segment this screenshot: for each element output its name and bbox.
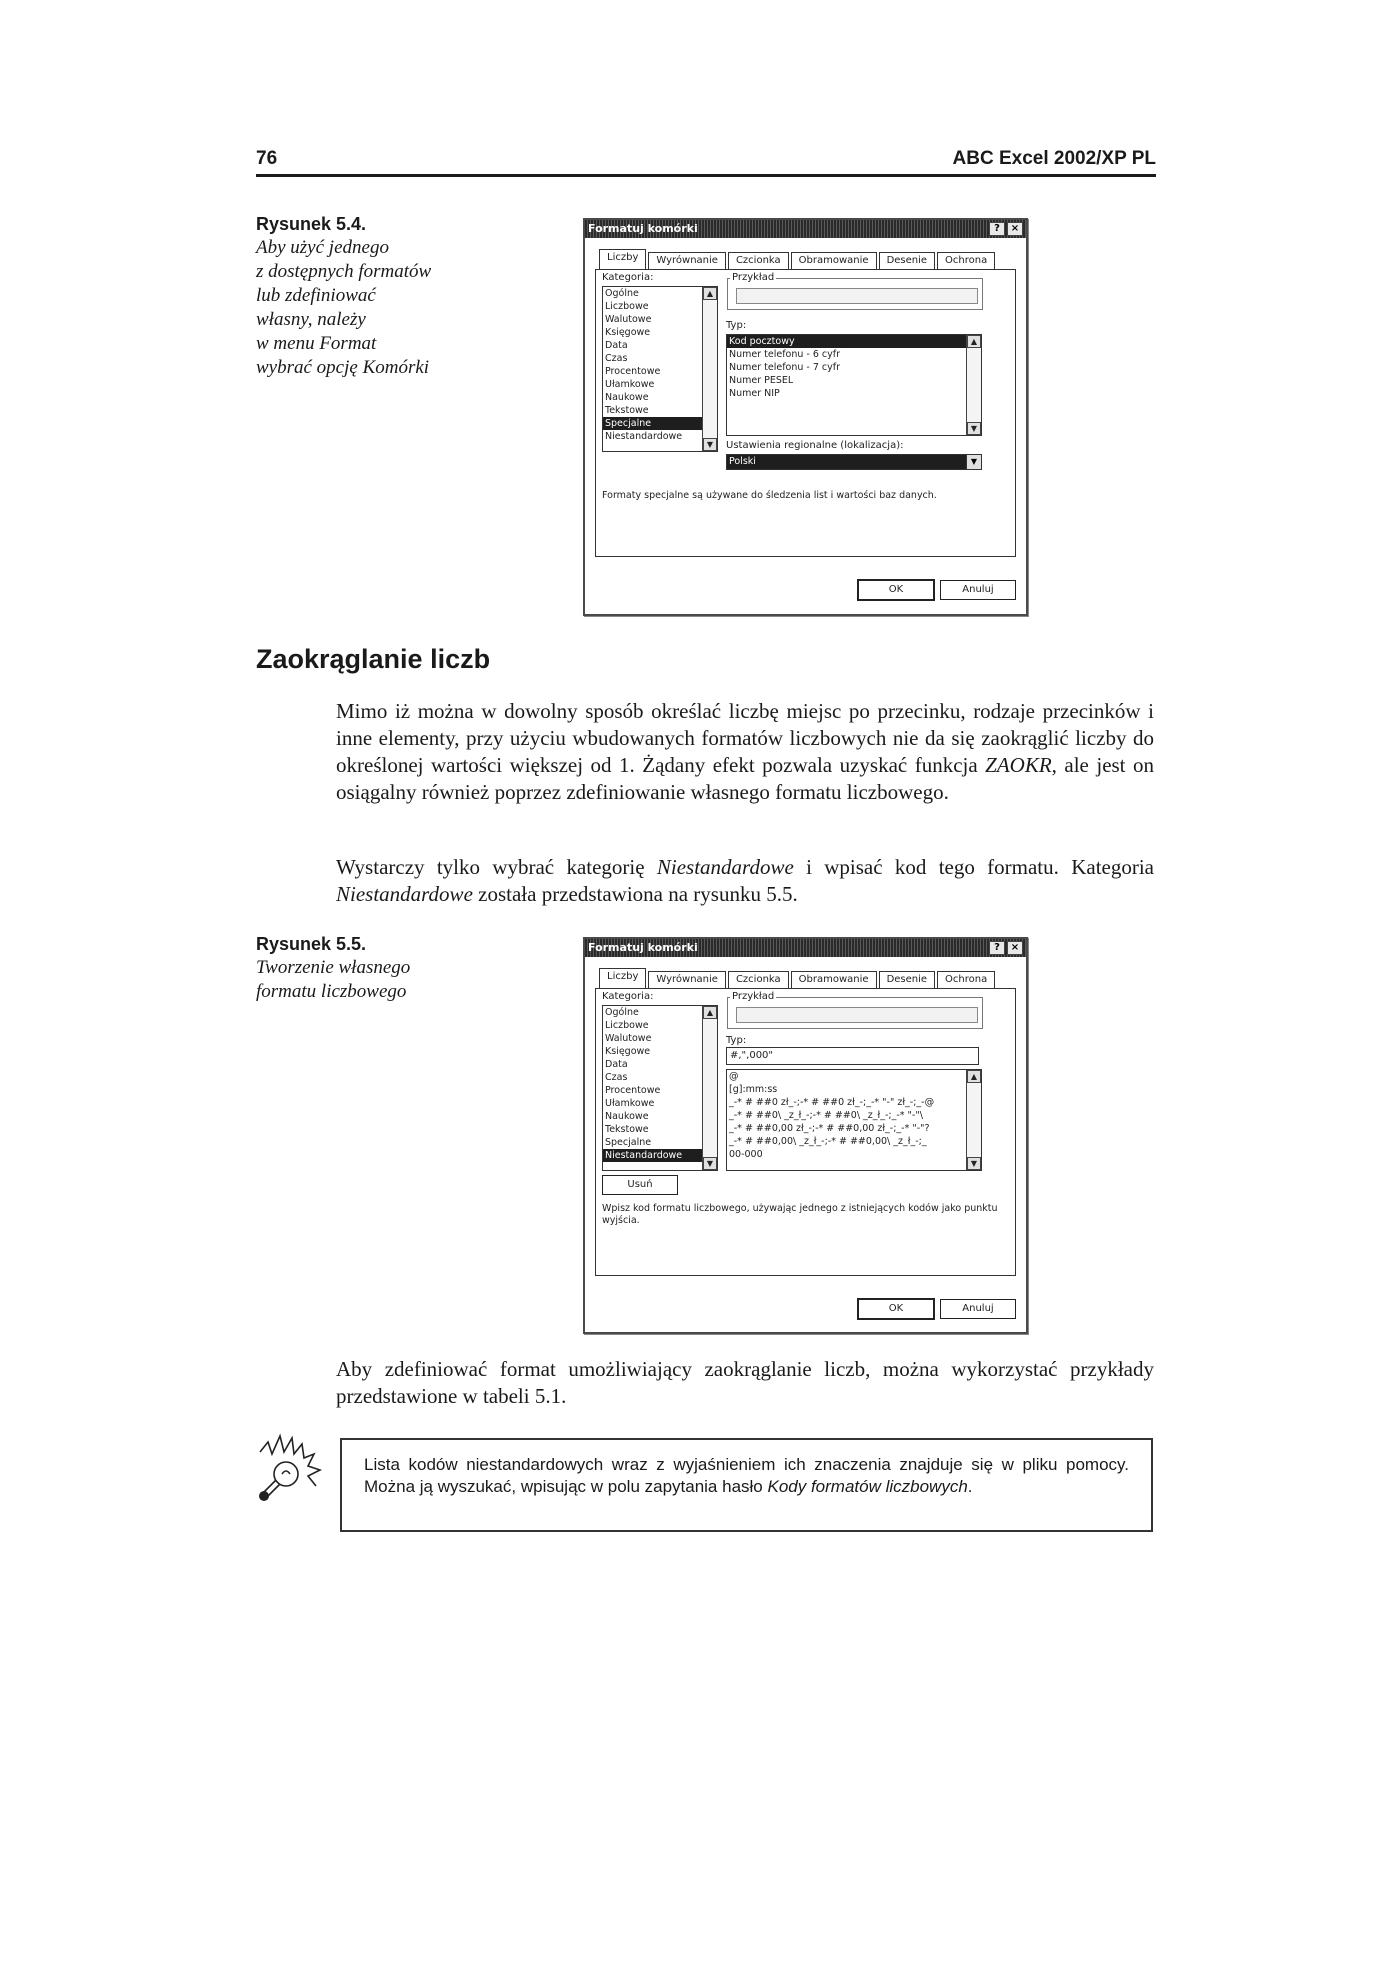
caption-line: Tworzenie własnego xyxy=(256,957,411,978)
format-cells-dialog xyxy=(583,218,1028,616)
tab-liczby[interactable]: Liczby xyxy=(599,968,646,988)
list-item[interactable]: Procentowe xyxy=(605,366,661,377)
list-item-selected[interactable]: Niestandardowe xyxy=(603,1149,717,1162)
list-item[interactable]: Czas xyxy=(605,1072,628,1083)
list-item[interactable]: Ogólne xyxy=(605,1007,639,1018)
list-item-selected[interactable]: Kod pocztowy xyxy=(727,335,981,348)
list-item[interactable]: Data xyxy=(605,340,628,351)
text-run: Mimo iż można w dowolny sposób określać liczbę miejsc po przecinku, rodzaje przecinków i inne elementy, przy użyciu wbudowanych formatów liczbowych nie da się zaokrąglić liczby do określonej wartości większej od 1. Żądany efekt pozwala uzyskać funkcja xyxy=(336,699,1154,777)
list-item[interactable]: [g]:mm:ss xyxy=(729,1084,778,1095)
scrollbar[interactable] xyxy=(966,335,981,435)
tab-wyrownanie[interactable]: Wyrównanie xyxy=(648,252,726,269)
tab-ochrona[interactable]: Ochrona xyxy=(937,971,995,988)
text-run: i wpisać kod tego formatu. Kategoria xyxy=(793,855,1154,879)
tip-search-phrase: Kody formatów liczbowych xyxy=(767,1477,968,1496)
tab-desenie[interactable]: Desenie xyxy=(879,252,935,269)
text-run: została przedstawiona na rysunku 5.5. xyxy=(472,882,798,906)
list-item[interactable]: Księgowe xyxy=(605,1046,651,1057)
scroll-down-icon[interactable]: ▼ xyxy=(967,1157,981,1170)
caption-line: formatu liczbowego xyxy=(256,981,407,1002)
function-name: ZAOKR xyxy=(985,753,1052,777)
header-rule xyxy=(256,174,1156,177)
type-list[interactable] xyxy=(726,1069,982,1171)
chevron-down-icon[interactable]: ▼ xyxy=(966,455,981,469)
category-name: Niestandardowe xyxy=(336,882,473,906)
sample-label: Przykład xyxy=(732,272,775,283)
dialog-title: Formatuj komórki xyxy=(588,222,698,235)
tip-text: Lista kodów niestandardowych wraz z wyjaśnieniem ich znaczenia znajduje się w pliku pomocy. Można ją wyszukać, wpisując w polu zapytania hasło xyxy=(364,1455,1129,1496)
text-run: , ale jest on osiągalny również poprzez zdefiniowanie własnego formatu liczbowego. xyxy=(336,753,1155,804)
dialog-titlebar xyxy=(585,220,1026,238)
tab-obramowanie[interactable]: Obramowanie xyxy=(791,971,877,988)
list-item[interactable]: _-* # ##0,00 zł_-;-* # ##0,00 zł_-;_-* "-"? xyxy=(729,1123,930,1134)
caption-line: wybrać opcję Komórki xyxy=(256,357,430,378)
category-label: Kategoria: xyxy=(602,272,654,283)
category-list[interactable] xyxy=(602,286,718,452)
hint-text: Wpisz kod formatu liczbowego, używając jednego z istniejących kodów jako punktu wyjścia. xyxy=(602,1203,998,1226)
list-item[interactable]: Liczbowe xyxy=(605,301,649,312)
scroll-up-icon[interactable]: ▲ xyxy=(967,335,981,348)
caption-line: w menu Format xyxy=(256,333,377,354)
tab-czcionka[interactable]: Czcionka xyxy=(728,971,789,988)
list-item[interactable]: Czas xyxy=(605,353,628,364)
hint-text: Formaty specjalne są używane do śledzenia list i wartości baz danych. xyxy=(602,490,937,501)
locale-dropdown[interactable] xyxy=(726,454,982,470)
list-item[interactable]: Numer NIP xyxy=(729,388,780,399)
delete-button[interactable]: Usuń xyxy=(602,1175,678,1195)
list-item[interactable]: Tekstowe xyxy=(605,405,649,416)
figure-label: Rysunek 5.4. xyxy=(256,214,367,234)
category-name: Niestandardowe xyxy=(656,855,794,879)
locale-label: Ustawienia regionalne (lokalizacja): xyxy=(726,440,904,451)
close-button[interactable]: × xyxy=(1007,222,1023,236)
tab-panel xyxy=(595,269,1016,557)
list-item-selected[interactable]: Specjalne xyxy=(603,417,717,430)
tip-box xyxy=(340,1438,1153,1532)
tab-obramowanie[interactable]: Obramowanie xyxy=(791,252,877,269)
list-item[interactable]: 00-000 xyxy=(729,1149,763,1160)
body-paragraph xyxy=(336,698,1154,806)
caption-line: lub zdefiniować xyxy=(256,285,376,306)
dialog-tabs xyxy=(599,971,997,988)
list-item[interactable]: Naukowe xyxy=(605,392,649,403)
scroll-up-icon[interactable]: ▲ xyxy=(967,1070,981,1083)
type-input[interactable]: #,",000" xyxy=(726,1047,979,1065)
section-title: Zaokrąglanie liczb xyxy=(256,644,491,674)
sample-label: Przykład xyxy=(732,991,775,1002)
list-item[interactable]: Ogólne xyxy=(605,288,639,299)
category-list[interactable] xyxy=(602,1005,718,1171)
ok-button[interactable]: OK xyxy=(858,1299,934,1319)
scroll-down-icon[interactable]: ▼ xyxy=(703,438,717,451)
list-item[interactable]: Niestandardowe xyxy=(605,431,683,442)
body-paragraph xyxy=(336,854,1154,908)
scrollbar[interactable] xyxy=(966,1070,981,1170)
scrollbar[interactable] xyxy=(702,1006,717,1170)
list-item[interactable]: Walutowe xyxy=(605,1033,652,1044)
type-label: Typ: xyxy=(726,1035,747,1046)
tab-panel xyxy=(595,988,1016,1276)
category-label: Kategoria: xyxy=(602,991,654,1002)
figure-caption xyxy=(256,956,410,1004)
list-item[interactable]: Liczbowe xyxy=(605,1020,649,1031)
tab-desenie[interactable]: Desenie xyxy=(879,971,935,988)
tab-czcionka[interactable]: Czcionka xyxy=(728,252,789,269)
ok-button[interactable]: OK xyxy=(858,580,934,600)
list-item[interactable]: Naukowe xyxy=(605,1111,649,1122)
lightbulb-icon xyxy=(250,1432,328,1510)
list-item[interactable]: _-* # ##0\ _z_ł_-;-* # ##0\ _z_ł_-;_-* "-"\ xyxy=(729,1110,923,1121)
scrollbar[interactable] xyxy=(702,287,717,451)
help-button[interactable]: ? xyxy=(989,941,1005,955)
format-cells-dialog xyxy=(583,937,1028,1334)
list-item[interactable]: Numer telefonu - 7 cyfr xyxy=(729,362,841,373)
list-item[interactable]: Ułamkowe xyxy=(605,379,655,390)
type-label: Typ: xyxy=(726,320,747,331)
list-item[interactable]: Numer PESEL xyxy=(729,375,794,386)
list-item[interactable]: _-* # ##0 zł_-;-* # ##0 zł_-;_-* "-" zł_-;_-@ xyxy=(729,1097,935,1108)
list-item[interactable]: @ xyxy=(729,1071,739,1082)
tab-wyrownanie[interactable]: Wyrównanie xyxy=(648,971,726,988)
text-run: Wystarczy tylko wybrać kategorię xyxy=(336,855,657,879)
list-item[interactable]: Księgowe xyxy=(605,327,651,338)
help-button[interactable]: ? xyxy=(989,222,1005,236)
list-item[interactable]: Numer telefonu - 6 cyfr xyxy=(729,349,841,360)
caption-line: własny, należy xyxy=(256,309,366,330)
book-title: ABC Excel 2002/XP PL xyxy=(952,148,1156,169)
locale-value: Polski xyxy=(729,456,756,467)
figure-label: Rysunek 5.5. xyxy=(256,934,367,954)
caption-line: Aby użyć jednego xyxy=(256,237,389,258)
list-item[interactable]: Walutowe xyxy=(605,314,652,325)
close-button[interactable]: × xyxy=(1007,941,1023,955)
list-item[interactable]: Tekstowe xyxy=(605,1124,649,1135)
cancel-button[interactable]: Anuluj xyxy=(940,580,1016,600)
tip-text: . xyxy=(967,1477,973,1496)
caption-line: z dostępnych formatów xyxy=(256,261,432,282)
tab-ochrona[interactable]: Ochrona xyxy=(937,252,995,269)
cancel-button[interactable]: Anuluj xyxy=(940,1299,1016,1319)
dialog-title: Formatuj komórki xyxy=(588,941,698,954)
page-number: 76 xyxy=(256,148,278,169)
scroll-down-icon[interactable]: ▼ xyxy=(703,1157,717,1170)
type-list[interactable] xyxy=(726,334,982,436)
dialog-titlebar xyxy=(585,939,1026,957)
dialog-tabs xyxy=(599,252,997,269)
list-item[interactable]: Data xyxy=(605,1059,628,1070)
scroll-up-icon[interactable]: ▲ xyxy=(703,1006,717,1019)
scroll-down-icon[interactable]: ▼ xyxy=(967,422,981,435)
body-paragraph: Aby zdefiniować format umożliwiający zaokrąglanie liczb, można wykorzystać przykłady przedstawione w tabeli 5.1. xyxy=(336,1357,1154,1408)
list-item[interactable]: Specjalne xyxy=(605,1137,652,1148)
list-item[interactable]: Procentowe xyxy=(605,1085,661,1096)
sample-preview xyxy=(736,1007,978,1023)
sample-preview xyxy=(736,288,978,304)
scroll-up-icon[interactable]: ▲ xyxy=(703,287,717,300)
figure-caption xyxy=(256,236,431,380)
list-item[interactable]: _-* # ##0,00\ _z_ł_-;-* # ##0,00\ _z_ł_-;_ xyxy=(729,1136,927,1147)
list-item[interactable]: Ułamkowe xyxy=(605,1098,655,1109)
tab-liczby[interactable]: Liczby xyxy=(599,249,646,269)
